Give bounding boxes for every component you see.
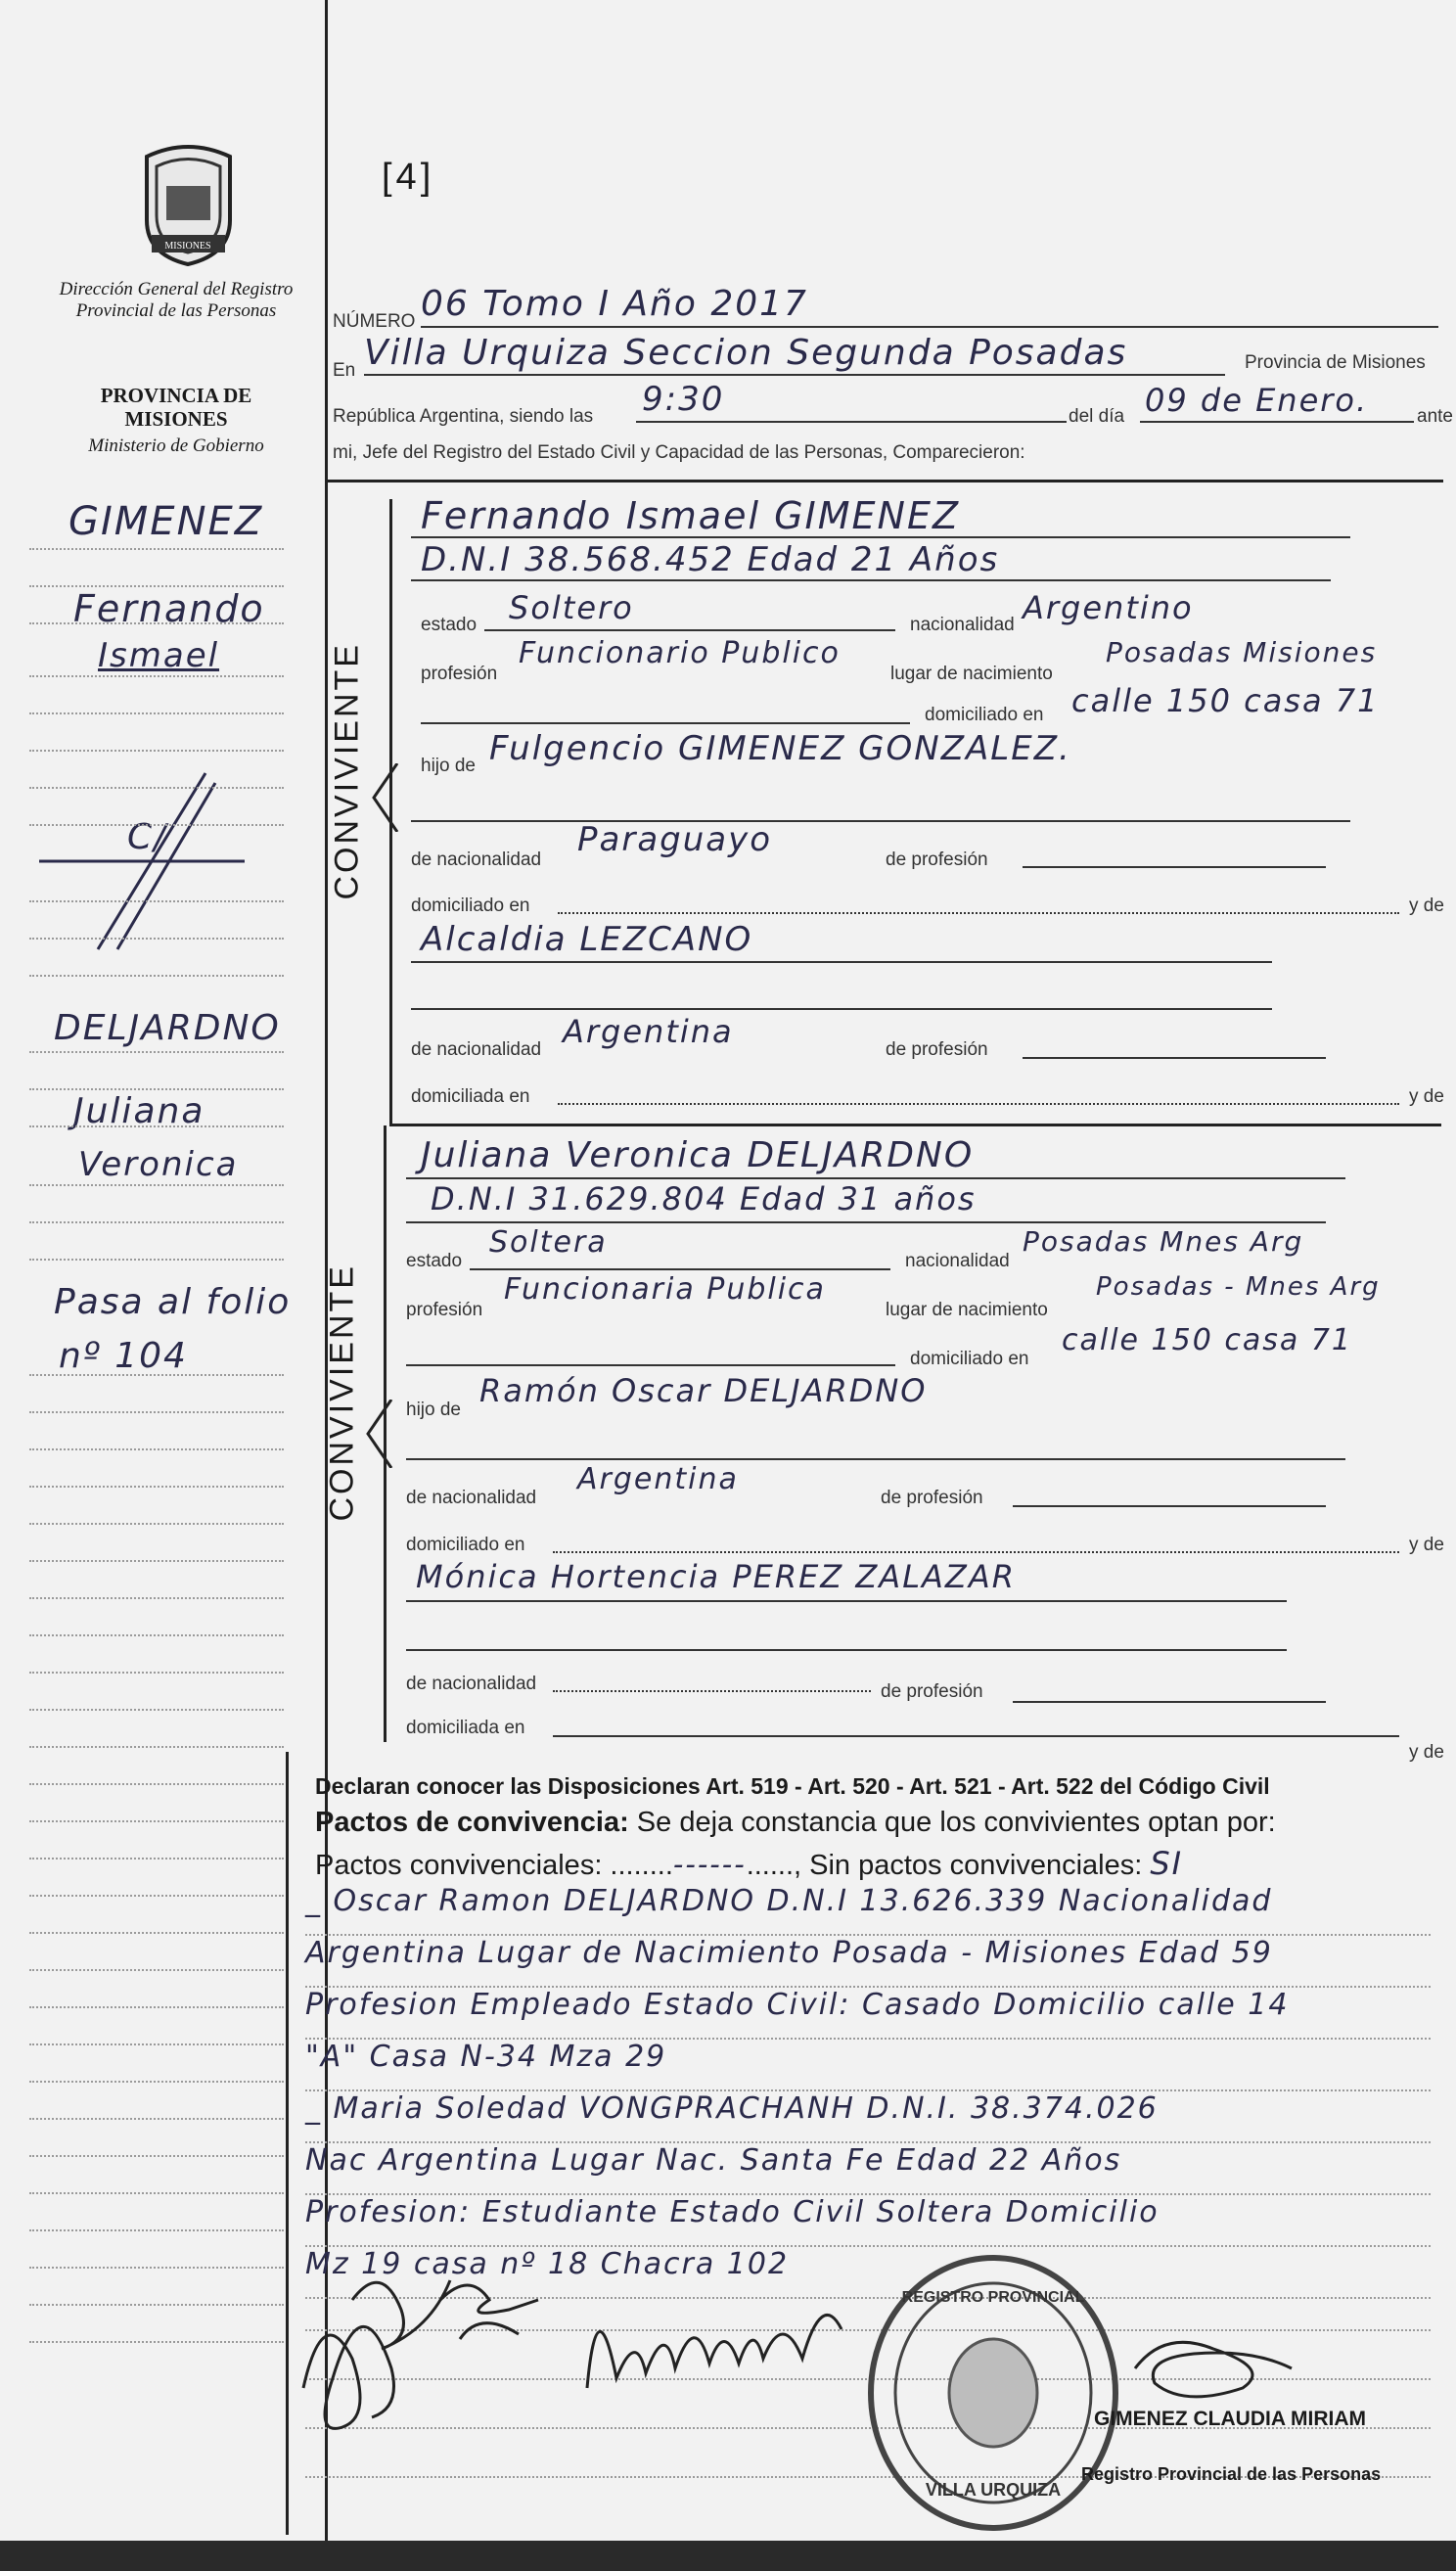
c2-estado-label: estado bbox=[406, 1251, 463, 1271]
testigo-line: _ Oscar Ramon DELJARDNO D.N.I 13.626.339 Nacionalidad bbox=[305, 1884, 1431, 1936]
brace2-graphic bbox=[364, 1400, 393, 1468]
c2-profesion: Funcionaria Publica bbox=[504, 1272, 826, 1307]
c1-padre-dom-line bbox=[558, 912, 1399, 914]
c2-madre-dom-label: domiciliada en bbox=[406, 1718, 525, 1738]
section-rule-top bbox=[328, 480, 1443, 482]
seal-label: MISIONES bbox=[164, 241, 211, 252]
sin-pactos-value: SI bbox=[1150, 1845, 1184, 1882]
c2-nombre: Juliana Veronica DELJARDNO bbox=[421, 1135, 975, 1175]
republica-label: República Argentina, siendo las bbox=[333, 406, 594, 427]
margin-nombre1b: Ismael bbox=[98, 636, 220, 675]
testigo-line: Profesion: Estudiante Estado Civil Soltera Domicilio bbox=[305, 2195, 1431, 2247]
pactos-line bbox=[315, 1807, 1276, 1839]
signature-2 bbox=[577, 2271, 851, 2408]
c1-estado-line bbox=[484, 629, 895, 631]
c2-madre-nac-line bbox=[553, 1690, 871, 1692]
c1-yde2-label: y de bbox=[1409, 1086, 1444, 1107]
c1-madre-nac-label: de nacionalidad bbox=[411, 1039, 542, 1060]
signature-3 bbox=[1125, 2329, 1301, 2408]
c1-nacionalidad: Argentino bbox=[1023, 589, 1194, 626]
c1-padre-prof-label: de profesión bbox=[886, 849, 988, 870]
c1-padre-dom-label: domiciliado en bbox=[411, 895, 530, 916]
c2-domicilio: calle 150 casa 71 bbox=[1062, 1323, 1352, 1357]
conviviente1-side-label: CONVIVIENTE bbox=[328, 642, 366, 900]
c1-padre-nac: Paraguayo bbox=[577, 820, 773, 859]
c2-blank-line bbox=[406, 1364, 895, 1366]
numero-line bbox=[421, 326, 1438, 328]
c1-profesion-label: profesión bbox=[421, 664, 498, 684]
c2-madre-prof-line bbox=[1013, 1701, 1326, 1703]
c2-padre: Ramón Oscar DELJARDNO bbox=[479, 1372, 928, 1409]
testigo-line: Profesion Empleado Estado Civil: Casado Domicilio calle 14 bbox=[305, 1988, 1431, 2040]
c1-dni: D.N.I 38.568.452 Edad 21 Años bbox=[421, 540, 1000, 579]
pactos-bold: Pactos de convivencia: bbox=[315, 1807, 629, 1838]
c1-lugar: Posadas Misiones bbox=[1106, 636, 1378, 668]
margin-apellido1: GIMENEZ bbox=[68, 499, 264, 544]
round-seal-stamp bbox=[861, 2251, 1125, 2535]
pactos-text: Se deja constancia que los convivientes optan por: bbox=[628, 1807, 1276, 1838]
margin-nombre1a: Fernando bbox=[73, 587, 265, 630]
testigo-line: _ Maria Soledad VONGPRACHANH D.N.I. 38.374.026 bbox=[305, 2091, 1431, 2143]
c1-nombre-line bbox=[411, 536, 1350, 538]
c1-madre-nac: Argentina bbox=[563, 1013, 734, 1050]
c1-madre-prof-line bbox=[1023, 1057, 1326, 1059]
province-seal bbox=[132, 137, 245, 269]
c2-padre-dom-line bbox=[553, 1551, 1399, 1553]
en-value: Villa Urquiza Seccion Segunda Posadas bbox=[364, 333, 1128, 373]
seal-top-text: REGISTRO PROVINCIAL bbox=[901, 2289, 1085, 2306]
c2-padre-prof-label: de profesión bbox=[881, 1488, 983, 1508]
c1-estado-label: estado bbox=[421, 615, 478, 635]
signature-1 bbox=[284, 2241, 577, 2447]
c2-madre-line bbox=[406, 1600, 1287, 1602]
margin-c-mark: C/ bbox=[127, 817, 168, 857]
c1-padre-nac-label: de nacionalidad bbox=[411, 849, 542, 870]
dia-label: del día bbox=[1069, 406, 1125, 427]
c2-dni: D.N.I 31.629.804 Edad 31 años bbox=[431, 1180, 977, 1217]
province-name: PROVINCIA DE MISIONES bbox=[100, 384, 252, 431]
c1-hijo-label: hijo de bbox=[421, 756, 476, 776]
c1-madre-prof-label: de profesión bbox=[886, 1039, 988, 1060]
testigo-line: "A" Casa N-34 Mza 29 bbox=[305, 2040, 1431, 2091]
numero-label: NÚMERO bbox=[333, 311, 416, 332]
ante-label: ante bbox=[1417, 406, 1453, 427]
c2-madre-nac-label: de nacionalidad bbox=[406, 1674, 537, 1694]
c1-madre-line bbox=[411, 961, 1272, 963]
seal-bottom-text: VILLA URQUIZA bbox=[925, 2480, 1062, 2500]
c2-yde-label: y de bbox=[1409, 1535, 1444, 1555]
c2-domiciliado-label: domiciliado en bbox=[910, 1349, 1029, 1369]
hora-line bbox=[636, 421, 1067, 423]
c2-madre: Mónica Hortencia PEREZ ZALAZAR bbox=[416, 1558, 1016, 1595]
c2-hijo-label: hijo de bbox=[406, 1400, 461, 1420]
scan-edge bbox=[0, 2541, 1456, 2571]
c1-blank-line bbox=[421, 722, 910, 724]
c2-padre-prof-line bbox=[1013, 1505, 1326, 1507]
margin-nombre2b: Veronica bbox=[78, 1145, 239, 1184]
margin-pasa2: nº 104 bbox=[59, 1336, 188, 1376]
numero-value: 06 Tomo I Año 2017 bbox=[421, 284, 808, 324]
pactos-conv-line bbox=[315, 1845, 1183, 1882]
c2-madre-line2 bbox=[406, 1649, 1287, 1651]
c1-padre: Fulgencio GIMENEZ GONZALEZ. bbox=[489, 729, 1071, 768]
c2-lugar-label: lugar de nacimiento bbox=[886, 1300, 1048, 1320]
page-number: [4] bbox=[382, 157, 435, 198]
margin-nombre2a: Juliana bbox=[73, 1091, 205, 1131]
c1-estado: Soltero bbox=[509, 589, 634, 626]
c2-yde2-label: y de bbox=[1409, 1742, 1444, 1763]
c1-lugar-label: lugar de nacimiento bbox=[890, 664, 1053, 684]
c2-nacionalidad-label: nacionalidad bbox=[905, 1251, 1010, 1271]
brace1-graphic bbox=[370, 763, 399, 832]
hora-value: 9:30 bbox=[642, 380, 725, 419]
c2-madre-dom-line bbox=[553, 1735, 1399, 1737]
c1-madre-dom-label: domiciliada en bbox=[411, 1086, 530, 1107]
agency-name: Dirección General del Registro Provincial de las Personas bbox=[59, 279, 294, 321]
testigo-line: Mz 19 casa nº 18 Chacra 102 bbox=[305, 2247, 1431, 2299]
margin-apellido2: DELJARDNO bbox=[54, 1008, 281, 1048]
stamp-name: GIMENEZ CLAUDIA MIRIAM bbox=[1094, 2408, 1367, 2430]
pactos-conv-value: ------ bbox=[672, 1848, 747, 1881]
c2-madre-prof-label: de profesión bbox=[881, 1681, 983, 1702]
c1-padre-line2 bbox=[411, 820, 1350, 822]
c1-domiciliado-label: domiciliado en bbox=[925, 705, 1044, 725]
en-label: En bbox=[333, 360, 356, 381]
c2-nombre-line bbox=[406, 1177, 1345, 1179]
conviviente2-side-label: CONVIVIENTE bbox=[323, 1263, 361, 1522]
c2-estado: Soltera bbox=[489, 1225, 608, 1260]
c2-dni-line bbox=[406, 1221, 1326, 1223]
provincia-label: Provincia de Misiones bbox=[1245, 352, 1426, 373]
dia-line bbox=[1140, 421, 1414, 423]
c2-padre-dom-label: domiciliado en bbox=[406, 1535, 525, 1555]
c1-dni-line bbox=[411, 579, 1331, 581]
section-rule-mid bbox=[389, 1124, 1441, 1126]
c1-profesion: Funcionario Publico bbox=[519, 636, 841, 670]
stamp-line2: Registro Provincial de las Personas bbox=[1081, 2464, 1382, 2484]
en-line bbox=[364, 374, 1225, 376]
c2-padre-nac-label: de nacionalidad bbox=[406, 1488, 537, 1508]
c2-estado-line bbox=[470, 1268, 890, 1270]
c2-nacionalidad: Posadas Mnes Arg bbox=[1023, 1225, 1304, 1258]
c1-nacionalidad-label: nacionalidad bbox=[910, 615, 1015, 635]
sin-pactos-label: ......, Sin pactos convivenciales: bbox=[746, 1850, 1143, 1881]
c1-domicilio: calle 150 casa 71 bbox=[1071, 682, 1380, 719]
pactos-conv-label: Pactos convivenciales: ........ bbox=[315, 1850, 673, 1881]
jefe-text: mi, Jefe del Registro del Estado Civil y Capacidad de las Personas, Comparecieron: bbox=[333, 442, 1025, 463]
declaracion-linea1: Declaran conocer las Disposiciones Art. 519 - Art. 520 - Art. 521 - Art. 522 del Código Civil bbox=[315, 1773, 1270, 1799]
testigo-line: Nac Argentina Lugar Nac. Santa Fe Edad 22 Años bbox=[305, 2143, 1431, 2195]
c2-padre-nac: Argentina bbox=[577, 1462, 739, 1496]
c1-padre-prof-line bbox=[1023, 866, 1326, 868]
c-mark-graphic bbox=[39, 763, 254, 959]
c1-nombre: Fernando Ismael GIMENEZ bbox=[421, 494, 961, 537]
ministry-name: Ministerio de Gobierno bbox=[88, 436, 264, 456]
dia-value: 09 de Enero. bbox=[1145, 382, 1369, 419]
c2-profesion-label: profesión bbox=[406, 1300, 483, 1320]
c1-madre: Alcaldia LEZCANO bbox=[421, 920, 753, 959]
c1-yde-label: y de bbox=[1409, 895, 1444, 916]
c1-madre-line2 bbox=[411, 1008, 1272, 1010]
c2-lugar: Posadas - Mnes Arg bbox=[1096, 1272, 1381, 1302]
margin-pasa1: Pasa al folio bbox=[54, 1282, 292, 1322]
c1-madre-dom-line bbox=[558, 1103, 1399, 1105]
c2-padre-line2 bbox=[406, 1458, 1345, 1460]
testigos-block bbox=[305, 1884, 1431, 2299]
testigo-line: Argentina Lugar de Nacimiento Posada - Misiones Edad 59 bbox=[305, 1936, 1431, 1988]
